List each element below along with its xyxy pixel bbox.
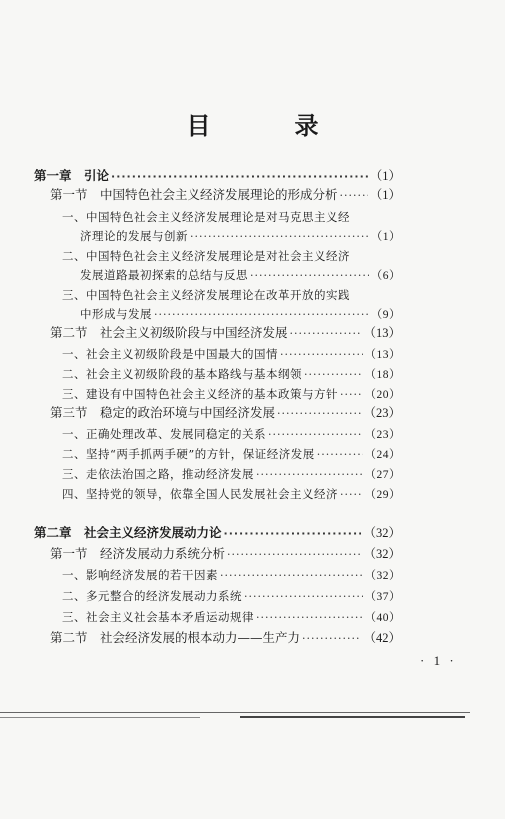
leader-dots xyxy=(190,229,369,245)
scan-rule xyxy=(0,717,200,718)
toc-section[interactable]: 第二节 社会主义初级阶段与中国经济发展 ····· （13） xyxy=(50,325,401,342)
toc-subsection[interactable]: 一、社会主义初级阶段是中国最大的国情 ····· （13） xyxy=(62,346,401,363)
leader-dots xyxy=(227,547,361,563)
toc-title: 目 录 xyxy=(186,111,349,140)
toc-subsection[interactable]: 三、走依法治国之路，推动经济发展 ····· （27） xyxy=(62,466,401,483)
toc-subsection[interactable]: 中形成与发展 ····· （9） xyxy=(80,306,401,323)
toc-subsection[interactable]: 三、社会主义社会基本矛盾运动规律 ····· （40） xyxy=(62,609,401,626)
leader-dots xyxy=(340,387,363,403)
leader-dots xyxy=(224,526,362,542)
toc-subsection[interactable]: 一、中国特色社会主义经济发展理论是对马克思主义经 xyxy=(62,210,350,224)
page-number: · 1 · xyxy=(420,653,457,668)
toc-chapter[interactable]: 第一章 引论 ····· （1） xyxy=(34,168,401,185)
leader-dots xyxy=(220,568,363,584)
leader-dots xyxy=(280,347,363,363)
toc-subsection[interactable]: 济理论的发展与创新 ····· （1） xyxy=(80,228,401,245)
leader-dots xyxy=(340,188,368,204)
toc-subsection[interactable]: 三、建设有中国特色社会主义经济的基本政策与方针 ····· （20） xyxy=(62,386,401,403)
toc-subsection[interactable]: 二、中国特色社会主义经济发展理论是对社会主义经济 xyxy=(62,249,350,263)
toc-subsection[interactable]: 二、社会主义初级阶段的基本路线与基本纲领 ····· （18） xyxy=(62,366,401,383)
leader-dots xyxy=(304,367,363,383)
toc-subsection[interactable]: 四、坚持党的领导，依靠全国人民发展社会主义经济 ····· （29） xyxy=(62,486,401,503)
leader-dots xyxy=(317,447,363,463)
toc-section[interactable]: 第三节 稳定的政治环境与中国经济发展 ····· （23） xyxy=(50,405,401,422)
toc-section[interactable]: 第二节 社会经济发展的根本动力——生产力 ····· （42） xyxy=(50,630,401,647)
toc-subsection[interactable]: 三、中国特色社会主义经济发展理论在改革开放的实践 xyxy=(62,288,350,302)
leader-dots xyxy=(154,307,369,323)
scan-rule xyxy=(240,716,465,718)
leader-dots xyxy=(340,487,363,503)
leader-dots xyxy=(268,427,363,443)
toc-section[interactable]: 第一节 经济发展动力系统分析 ····· （32） xyxy=(50,546,401,563)
leader-dots xyxy=(277,406,361,422)
toc-subsection[interactable]: 发展道路最初探索的总结与反思 ····· （6） xyxy=(80,267,401,284)
leader-dots xyxy=(256,610,363,626)
toc-chapter[interactable]: 第二章 社会主义经济发展动力论 ····· （32） xyxy=(34,525,401,542)
toc-subsection[interactable]: 一、正确处理改革、发展同稳定的关系 ····· （23） xyxy=(62,426,401,443)
toc-subsection[interactable]: 二、坚持“两手抓两手硬”的方针，保证经济发展 ····· （24） xyxy=(62,446,401,463)
leader-dots xyxy=(250,268,369,284)
scan-rule xyxy=(0,712,470,713)
leader-dots xyxy=(256,467,363,483)
leader-dots xyxy=(290,326,362,342)
leader-dots xyxy=(302,631,361,647)
toc-subsection[interactable]: 一、影响经济发展的若干因素 ····· （32） xyxy=(62,567,401,584)
leader-dots xyxy=(244,589,363,605)
toc-section[interactable]: 第一节 中国特色社会主义经济发展理论的形成分析 ····· （1） xyxy=(50,187,401,204)
leader-dots xyxy=(111,169,368,185)
toc-subsection[interactable]: 二、多元整合的经济发展动力系统 ····· （37） xyxy=(62,588,401,605)
